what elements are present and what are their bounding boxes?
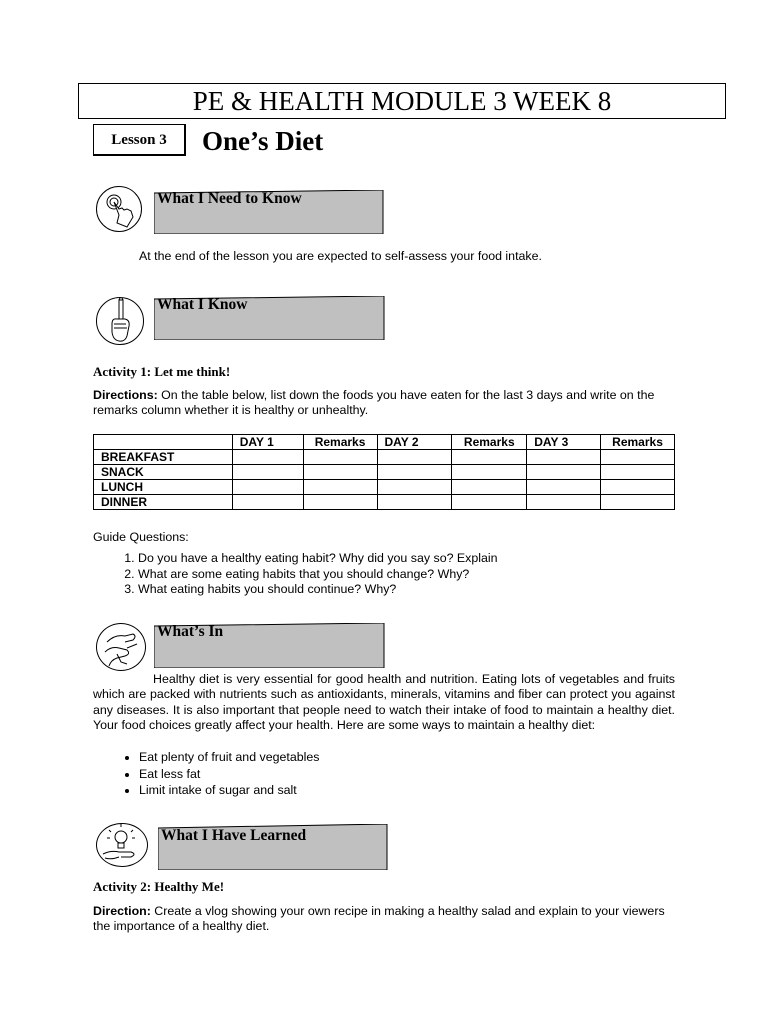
section-heading: What’s In <box>157 623 224 640</box>
table-cell[interactable] <box>303 465 377 480</box>
table-header-cell: Remarks <box>601 435 675 450</box>
lightbulb-hand-icon <box>96 823 148 867</box>
guide-questions-list <box>117 551 498 598</box>
lesson-title: One’s Diet <box>202 126 324 156</box>
table-cell[interactable] <box>303 495 377 510</box>
table-row <box>94 450 675 465</box>
table-row <box>94 480 675 495</box>
list-item: • Eat less fat <box>139 766 319 783</box>
list-item: 2. What are some eating habits that you should change? Why? <box>138 567 498 583</box>
section-banner-what-i-know <box>154 296 385 340</box>
list-item: • Limit intake of sugar and salt <box>139 782 319 799</box>
lesson-label: Lesson 3 <box>93 124 186 156</box>
table-cell[interactable] <box>377 495 452 510</box>
table-cell[interactable] <box>232 450 303 465</box>
section-banner-need-to-know <box>154 190 384 234</box>
table-cell[interactable] <box>377 480 452 495</box>
direction-label: Direction: <box>93 904 151 918</box>
table-cell[interactable] <box>303 480 377 495</box>
table-cell[interactable] <box>232 465 303 480</box>
section-heading: What I Know <box>157 296 248 313</box>
table-cell[interactable] <box>601 450 675 465</box>
guide-questions-heading: Guide Questions: <box>93 530 189 544</box>
table-cell[interactable] <box>527 495 601 510</box>
table-cell[interactable] <box>601 465 675 480</box>
table-row <box>94 465 675 480</box>
list-item: • Eat plenty of fruit and vegetables <box>139 749 319 766</box>
meal-label: SNACK <box>94 465 233 480</box>
table-cell[interactable] <box>303 450 377 465</box>
table-header-cell: DAY 3 <box>527 435 601 450</box>
activity-1-directions <box>93 388 693 419</box>
table-cell[interactable] <box>452 450 527 465</box>
table-cell[interactable] <box>452 465 527 480</box>
table-header-cell <box>94 435 233 450</box>
meal-label: LUNCH <box>94 480 233 495</box>
section-heading: What I Have Learned <box>161 827 307 844</box>
section-heading: What I Need to Know <box>157 190 302 207</box>
table-header-cell: DAY 2 <box>377 435 452 450</box>
hand-pointing-icon <box>96 186 142 232</box>
section-banner-learned <box>158 824 388 870</box>
table-cell[interactable] <box>527 465 601 480</box>
table-cell[interactable] <box>601 480 675 495</box>
hands-icon <box>96 623 146 671</box>
table-header-cell: Remarks <box>452 435 527 450</box>
table-cell[interactable] <box>452 495 527 510</box>
table-cell[interactable] <box>527 480 601 495</box>
table-cell[interactable] <box>601 495 675 510</box>
objective-text: At the end of the lesson you are expected to self-assess your food intake. <box>139 249 542 263</box>
healthy-diet-tips <box>117 749 319 799</box>
table-header-row <box>94 435 675 450</box>
table-cell[interactable] <box>232 480 303 495</box>
table-cell[interactable] <box>377 450 452 465</box>
meal-label: BREAKFAST <box>94 450 233 465</box>
activity-2-title: Activity 2: Healthy Me! <box>93 879 225 894</box>
list-item: 3. What eating habits you should continue? Why? <box>138 582 498 598</box>
page-title: PE & HEALTH MODULE 3 WEEK 8 <box>78 83 726 119</box>
table-cell[interactable] <box>527 450 601 465</box>
table-cell[interactable] <box>377 465 452 480</box>
directions-label: Directions: <box>93 388 158 402</box>
directions-text: On the table below, list down the foods you have eaten for the last 3 days and write on the remarks column whether it is healthy or unhealthy. <box>93 388 655 418</box>
table-cell[interactable] <box>452 480 527 495</box>
meal-label: DINNER <box>94 495 233 510</box>
table-header-cell: DAY 1 <box>232 435 303 450</box>
food-intake-table <box>93 434 675 510</box>
activity-2-direction <box>93 904 683 935</box>
table-header-cell: Remarks <box>303 435 377 450</box>
hand-pencil-icon <box>96 297 144 345</box>
section-banner-whats-in <box>154 623 385 668</box>
direction-text: Create a vlog showing your own recipe in making a healthy salad and explain to your viewers the importance of a healthy diet. <box>93 904 665 934</box>
healthy-diet-paragraph: Healthy diet is very essential for good health and nutrition. Eating lots of vegetables and fruits which are packed with nutrients such as antioxidants, minerals, vitamins and fiber can protect you against any diseases. It is also important that people need to watch their intake of food to maintain a healthy diet. Your food choices greatly affect your health. Here are some ways to maintain a healthy diet: <box>93 672 675 733</box>
table-row <box>94 495 675 510</box>
table-cell[interactable] <box>232 495 303 510</box>
list-item: 1. Do you have a healthy eating habit? Why did you say so? Explain <box>138 551 498 567</box>
activity-1-title: Activity 1: Let me think! <box>93 364 231 379</box>
